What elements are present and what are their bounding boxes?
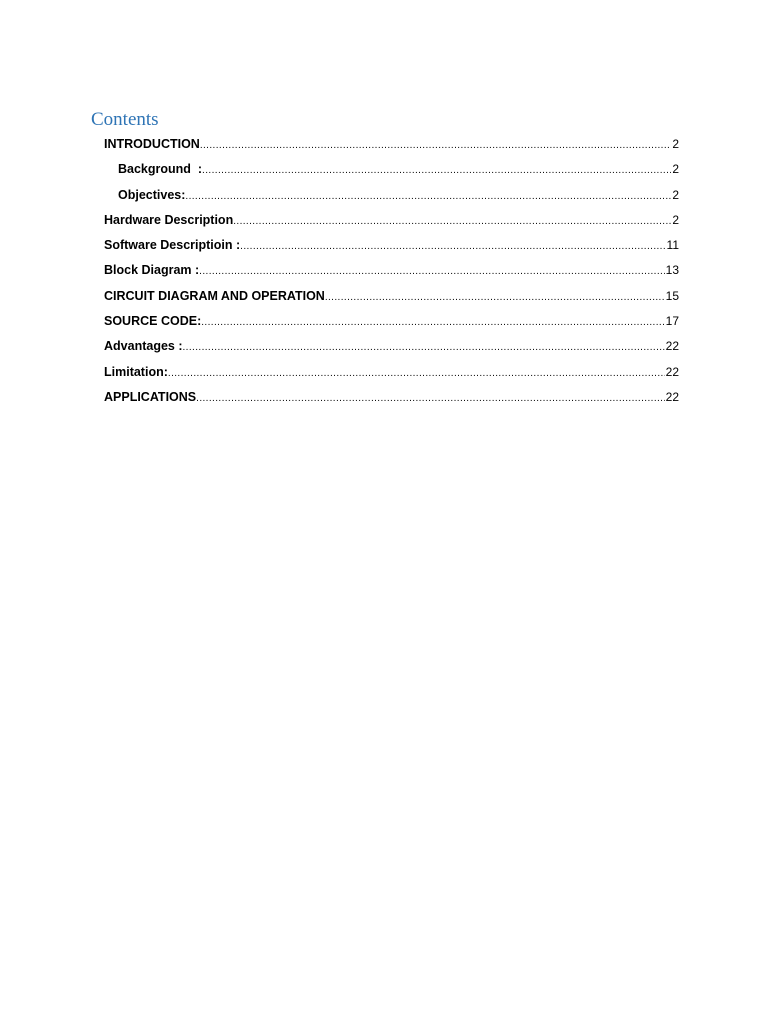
toc-entry-objectives[interactable] [104,183,679,208]
toc-entry-title: Hardware Description [104,212,234,227]
toc-entry-page-number: 17 [665,314,679,329]
toc-entry-title: Block Diagram : [104,263,200,278]
toc-entry-title: APPLICATIONS [104,389,197,404]
toc-entry-limitation[interactable] [104,360,679,385]
toc-dot-leader [325,285,665,310]
toc-heading: Contents [91,109,159,130]
toc-entry-block-diagram[interactable] [104,258,679,283]
toc-dot-leader [185,184,671,209]
toc-dot-leader [199,259,664,284]
toc-entry-source-code[interactable] [104,309,679,334]
toc-entry-title: SOURCE CODE: [104,314,202,329]
toc-list [104,132,679,410]
toc-entry-title: Advantages : [104,339,183,354]
toc-dot-leader [202,158,671,183]
toc-entry-background[interactable] [104,157,679,182]
toc-entry-advantages[interactable] [104,334,679,359]
toc-entry-page-number: 2 [672,187,679,202]
toc-entry-page-number: 15 [665,288,679,303]
toc-dot-leader [168,361,665,386]
toc-entry-title: Objectives: [118,187,186,202]
toc-entry-page-number: 2 [672,212,679,227]
toc-dot-leader [201,310,664,335]
toc-entry-title: CIRCUIT DIAGRAM AND OPERATION [104,288,325,303]
toc-entry-title: INTRODUCTION [104,137,200,151]
toc-entry-software-description[interactable] [104,233,679,258]
toc-dot-leader [200,133,671,158]
toc-entry-title: Limitation: [104,364,168,379]
toc-entry-title: Software Descriptioin : [104,238,241,253]
toc-dot-leader [233,209,671,234]
toc-entry-page-number: 2 [672,162,679,177]
toc-dot-leader [196,386,665,411]
toc-entry-page-number: 22 [665,339,679,354]
toc-dot-leader [183,335,665,360]
toc-entry-circuit-diagram[interactable] [104,284,679,309]
toc-entry-page-number: 22 [665,389,679,404]
toc-entry-page-number: 13 [665,263,679,278]
toc-entry-page-number: 2 [672,137,679,151]
toc-entry-applications[interactable] [104,385,679,410]
toc-entry-title: Background : [118,162,203,177]
toc-entry-page-number: 22 [665,364,679,379]
toc-entry-hardware-description[interactable] [104,208,679,233]
toc-entry-introduction[interactable] [104,132,679,157]
toc-entry-page-number: 11 [666,238,679,253]
toc-dot-leader [240,234,665,259]
